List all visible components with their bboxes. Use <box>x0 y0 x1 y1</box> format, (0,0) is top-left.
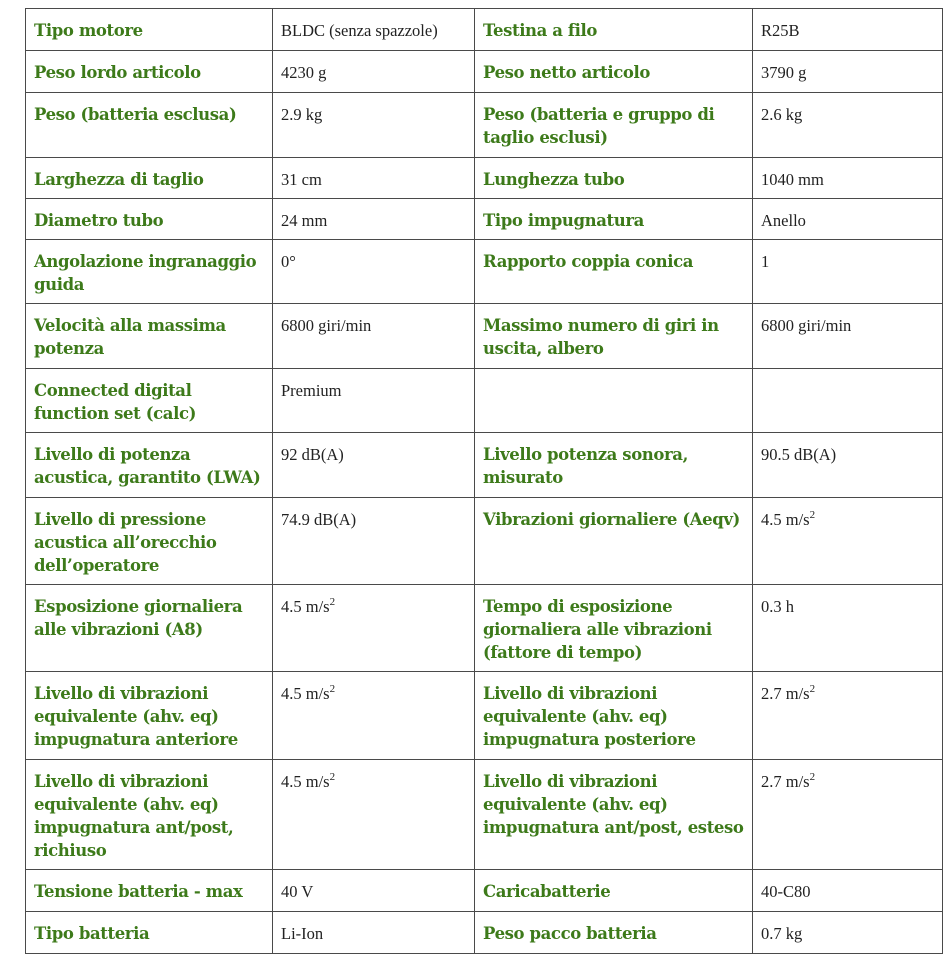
spec-label <box>475 369 753 433</box>
spec-value: 6800 giri/min <box>273 304 475 369</box>
spec-label: Rapporto coppia conica <box>475 240 753 304</box>
spec-label: Testina a filo <box>475 9 753 51</box>
spec-value-text: 4.5 m/s <box>281 684 330 703</box>
spec-value <box>753 498 943 585</box>
spec-label: Esposizione giornaliera alle vibrazioni (A8) <box>26 585 273 672</box>
spec-label: Tipo batteria <box>26 912 273 954</box>
spec-value: 0° <box>273 240 475 304</box>
table-row <box>26 585 943 672</box>
spec-label: Lunghezza tubo <box>475 158 753 199</box>
table-row <box>26 433 943 498</box>
spec-label: Livello di potenza acustica, garantito (LWA) <box>26 433 273 498</box>
spec-value: 6800 giri/min <box>753 304 943 369</box>
spec-value: 2.6 kg <box>753 93 943 158</box>
spec-value: 0.7 kg <box>753 912 943 954</box>
spec-label: Livello di vibrazioni equivalente (ahv. eq) impugnatura ant/post, esteso <box>475 760 753 870</box>
spec-value <box>753 672 943 760</box>
spec-label: Livello di vibrazioni equivalente (ahv. eq) impugnatura anteriore <box>26 672 273 760</box>
superscript: 2 <box>809 682 816 695</box>
spec-value: 90.5 dB(A) <box>753 433 943 498</box>
table-row <box>26 93 943 158</box>
spec-label: Livello di vibrazioni equivalente (ahv. eq) impugnatura posteriore <box>475 672 753 760</box>
spec-label: Connected digital function set (calc) <box>26 369 273 433</box>
spec-value: 40 V <box>273 870 475 912</box>
spec-label: Livello di vibrazioni equivalente (ahv. eq) impugnatura ant/post, richiuso <box>26 760 273 870</box>
superscript: 2 <box>329 595 336 608</box>
spec-value <box>273 672 475 760</box>
spec-value: 1040 mm <box>753 158 943 199</box>
spec-value: 92 dB(A) <box>273 433 475 498</box>
spec-value <box>753 369 943 433</box>
spec-label: Tempo di esposizione giornaliera alle vibrazioni (fattore di tempo) <box>475 585 753 672</box>
spec-label: Livello di pressione acustica all’orecchio dell’operatore <box>26 498 273 585</box>
superscript: 2 <box>809 770 816 783</box>
superscript: 2 <box>329 682 336 695</box>
spec-label: Caricabatterie <box>475 870 753 912</box>
spec-value: 1 <box>753 240 943 304</box>
table-row <box>26 158 943 199</box>
table-row <box>26 369 943 433</box>
spec-label: Velocità alla massima potenza <box>26 304 273 369</box>
spec-label: Peso netto articolo <box>475 51 753 93</box>
spec-label: Angolazione ingranaggio guida <box>26 240 273 304</box>
spec-value: 3790 g <box>753 51 943 93</box>
spec-value <box>273 760 475 870</box>
spec-label: Tipo motore <box>26 9 273 51</box>
spec-value: 0.3 h <box>753 585 943 672</box>
spec-label: Massimo numero di giri in uscita, albero <box>475 304 753 369</box>
table-row <box>26 912 943 954</box>
spec-value <box>753 760 943 870</box>
table-row <box>26 498 943 585</box>
spec-value-text: 4.5 m/s <box>281 597 330 616</box>
spec-label: Diametro tubo <box>26 199 273 240</box>
spec-value: 4230 g <box>273 51 475 93</box>
table-row <box>26 760 943 870</box>
spec-value: Li-Ion <box>273 912 475 954</box>
spec-label: Peso (batteria esclusa) <box>26 93 273 158</box>
spec-label: Vibrazioni giornaliere (Aeqv) <box>475 498 753 585</box>
spec-label: Larghezza di taglio <box>26 158 273 199</box>
spec-value: BLDC (senza spazzole) <box>273 9 475 51</box>
spec-value: 31 cm <box>273 158 475 199</box>
spec-value-text: 2.7 m/s <box>761 772 810 791</box>
spec-value: Anello <box>753 199 943 240</box>
spec-value: 74.9 dB(A) <box>273 498 475 585</box>
spec-value <box>273 585 475 672</box>
spec-value: 2.9 kg <box>273 93 475 158</box>
spec-value-text: 2.7 m/s <box>761 684 810 703</box>
table-row <box>26 870 943 912</box>
superscript: 2 <box>809 508 816 521</box>
spec-label: Tensione batteria - max <box>26 870 273 912</box>
spec-label: Peso lordo articolo <box>26 51 273 93</box>
table-row <box>26 240 943 304</box>
table-row <box>26 51 943 93</box>
table-row <box>26 304 943 369</box>
table-row <box>26 9 943 51</box>
spec-value: Premium <box>273 369 475 433</box>
table-row <box>26 672 943 760</box>
spec-value: 40-C80 <box>753 870 943 912</box>
superscript: 2 <box>329 770 336 783</box>
spec-label: Livello potenza sonora, misurato <box>475 433 753 498</box>
spec-label: Tipo impugnatura <box>475 199 753 240</box>
spec-value-text: 4.5 m/s <box>281 772 330 791</box>
table-row <box>26 199 943 240</box>
spec-value: R25B <box>753 9 943 51</box>
spec-value-text: 4.5 m/s <box>761 510 810 529</box>
spec-label: Peso (batteria e gruppo di taglio esclusi) <box>475 93 753 158</box>
spec-value: 24 mm <box>273 199 475 240</box>
spec-label: Peso pacco batteria <box>475 912 753 954</box>
specs-table <box>25 8 943 954</box>
